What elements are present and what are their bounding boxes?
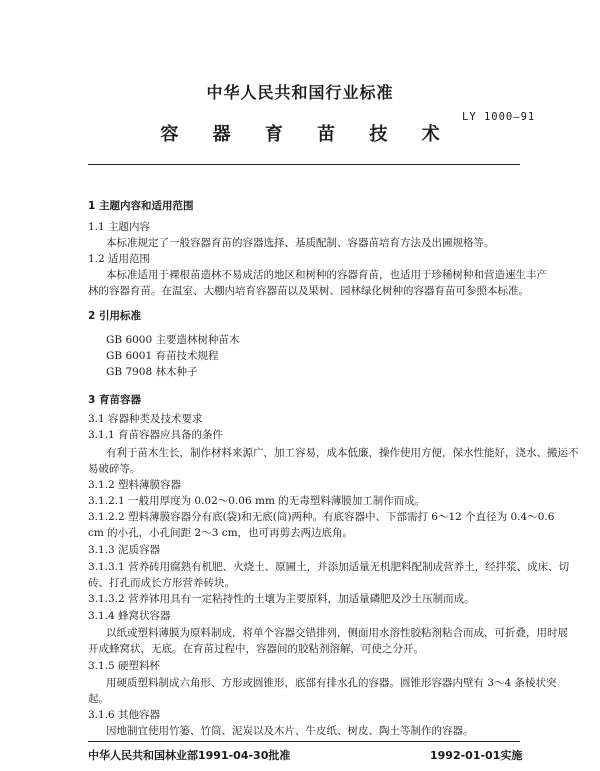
section-3-1-2-2-line-2: cm 的小孔，小孔间距 2～3 cm，也可再剪去两边底角。 xyxy=(88,527,354,539)
section-3-1-3-1-line-1: 3.1.3.1 营养砖用腐熟有机肥、火烧土、原圃土，并添加适量无机肥料配制成营养土，经拌浆、成床、切 xyxy=(88,561,570,573)
section-3-1-5-text-line-2: 起。 xyxy=(88,693,109,705)
section-2-heading: 2 引用标准 xyxy=(88,310,141,322)
section-1-2-heading: 1.2 适用范围 xyxy=(88,253,151,265)
section-3-1-2-2-line-1: 3.1.2.2 塑料薄膜容器分有底(袋)和无底(筒)两种。有底容器中、下部需打 6～12 个直径为 0.4～0.6 xyxy=(88,511,555,523)
section-3-1-1-text-line-2: 易破碎等。 xyxy=(88,463,141,475)
approval-line: 中华人民共和国林业部1991-04-30批准 xyxy=(88,749,291,762)
section-3-1-3-1-line-2: 砖、打孔而成长方形营养砖块。 xyxy=(88,577,235,589)
section-3-1-6-text: 因地制宜使用竹篓、竹筒、泥炭以及木片、牛皮纸、树皮、陶土等制作的容器。 xyxy=(106,725,474,737)
section-1-1-text: 本标准规定了一般容器育苗的容器选择、基质配制、容器苗培育方法及出圃规格等。 xyxy=(106,237,495,249)
standard-type-heading: 中华人民共和国行业标准 xyxy=(206,83,394,102)
section-3-1-6-heading: 3.1.6 其他容器 xyxy=(88,709,161,721)
footer-rule xyxy=(88,741,520,742)
document-title: 容 器 育 苗 技 术 xyxy=(160,124,454,145)
section-1-2-text-line-2: 林的容器育苗。在温室、大棚内培育容器苗以及果树、园林绿化树种的容器育苗可参照本标准。 xyxy=(88,285,529,297)
header-rule xyxy=(88,164,520,165)
section-1-1-heading: 1.1 主题内容 xyxy=(88,221,151,233)
reference-item: GB 7908 林木种子 xyxy=(106,366,198,378)
section-3-1-1-text-line-1: 有利于苗木生长，制作材料来源广，加工容易，成本低廉，操作使用方便，保水性能好，浇水、搬运不 xyxy=(106,447,579,459)
section-1-2-text-line-1: 本标准适用于裸根苗造林不易成活的地区和树种的容器育苗，也适用于珍稀树种和营造速生丰产 xyxy=(106,269,547,281)
section-3-1-1-heading: 3.1.1 育苗容器应具备的条件 xyxy=(88,429,224,441)
reference-item: GB 6001 育苗技术规程 xyxy=(106,350,219,362)
section-3-1-2-1: 3.1.2.1 一般用厚度为 0.02～0.06 mm 的无毒塑料薄膜加工制作而成。 xyxy=(88,495,426,507)
standard-code: LY 1000—91 xyxy=(462,111,536,123)
effective-date: 1992-01-01实施 xyxy=(430,749,523,762)
section-1-heading: 1 主题内容和适用范围 xyxy=(88,200,194,212)
section-3-1-5-heading: 3.1.5 硬塑料杯 xyxy=(88,660,161,672)
section-3-1-heading: 3.1 容器种类及技术要求 xyxy=(88,413,203,425)
section-3-1-4-text-line-1: 以纸或塑料薄膜为原料制成，将单个容器交错排列，侧面用水溶性胶粘剂粘合而成，可折叠，用时展 xyxy=(106,627,568,639)
section-3-1-4-heading: 3.1.4 蜂窝状容器 xyxy=(88,610,171,622)
section-3-heading: 3 育苗容器 xyxy=(88,394,141,406)
reference-item: GB 6000 主要造林树种苗木 xyxy=(106,334,240,346)
section-3-1-3-heading: 3.1.3 泥质容器 xyxy=(88,544,161,556)
section-3-1-4-text-line-2: 开成蜂窝状，无底。在育苗过程中，容器间的胶粘剂溶解，可使之分开。 xyxy=(88,643,424,655)
section-3-1-3-2: 3.1.3.2 营养钵用具有一定粘持性的土壤为主要原料，加适量磷肥及沙土压制而成。 xyxy=(88,593,475,605)
section-3-1-2-heading: 3.1.2 塑料薄膜容器 xyxy=(88,479,182,491)
section-3-1-5-text-line-1: 用硬质塑料制成六角形、方形或圆锥形，底部有排水孔的容器。圆锥形容器内壁有 3～4 条棱状突 xyxy=(106,677,557,689)
